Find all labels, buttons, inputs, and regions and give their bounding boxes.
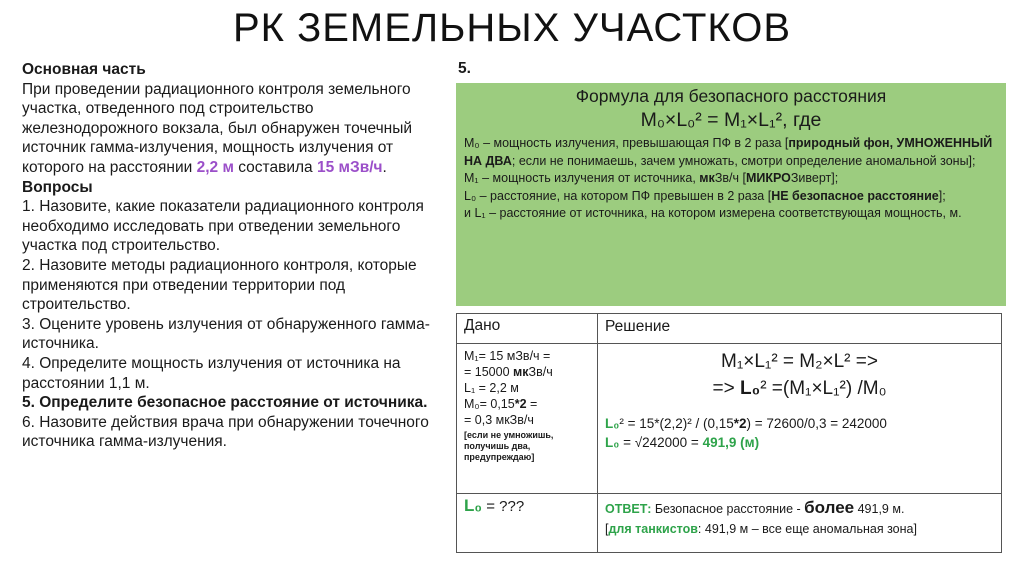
task-intro: При проведении радиационного контроля земельного участка, отведенного под строительство железнодорожного вокзала, был обнаружен точечный источник гамма-излучения, мощность излучения от которого на расстоянии 2,2 м составила 15 мЗв/ч. (22, 80, 412, 176)
solution-table (456, 313, 1002, 553)
answer-cell: ОТВЕТ: Безопасное расстояние - более 491,9 м. [для танкистов: 491,9 м – все еще аномальная зона] (598, 494, 1002, 553)
given-header: Дано (457, 314, 598, 344)
solution-formula-2: => L₀² =(M₁×L₁²) /M₀ (712, 378, 887, 399)
formula-heading: Формула для безопасного расстояния (575, 86, 887, 106)
question-1: 1. Назовите, какие показатели радиационного контроля необходимо исследовать при отведении земельного участка под строительство. (22, 198, 424, 255)
formula-main: M₀×L₀² = M₁×L₁², где (640, 109, 822, 131)
given-cell: M₁= 15 мЗв/ч = = 15000 мкЗв/ч L₁ = 2,2 м M₀= 0,15*2 = = 0,3 мкЗв/ч [если не умножишь, получишь два, предупреждаю] (457, 344, 598, 494)
questions-heading: Вопросы (22, 178, 93, 196)
solution-formula-1: M₁×L₁² = M₂×L² => (721, 351, 878, 372)
section-number: 5. (458, 60, 471, 77)
section-heading: Основная часть (22, 61, 146, 78)
calculation: L₀² = 15*(2,2)² / (0,15*2) = 72600/0,3 = 242000 L₀ = √242000 = 491,9 (м) (605, 416, 887, 450)
solution-cell (598, 344, 1002, 494)
slide-title: РК ЗЕМЕЛЬНЫХ УЧАСТКОВ (232, 6, 792, 50)
task-text (22, 60, 447, 452)
m1-definition: M₁ – мощность излучения от источника, мкЗв/ч [МИКРОЗиверт]; (464, 171, 839, 185)
question-2: 2. Назовите методы радиационного контроля, которые применяются при отведении территории под строительство. (22, 256, 417, 314)
question-4: 4. Определите мощность излучения от источника на расстоянии 1,1 м. (22, 354, 401, 392)
result-value: 491,9 (м) (702, 435, 760, 450)
l1-definition: и L₁ – расстояние от источника, на котором измерена соответствующая мощность, м. (464, 206, 962, 220)
distance-value: 2,2 м (196, 158, 234, 176)
answer-label: ОТВЕТ: (605, 502, 652, 516)
question-3: 3. Оцените уровень излучения от обнаруженного гамма-источника. (22, 315, 430, 353)
formula-box (456, 83, 1006, 306)
find-cell: L₀ = ??? (457, 494, 598, 553)
power-value: 15 мЗв/ч (316, 158, 383, 176)
m0-definition: M₀ – мощность излучения, превышающая ПФ в 2 раза [природный фон, УМНОЖЕННЫЙ НА ДВА; если не понимаешь, зачем умножать, смотри определение аномальной зоны]; (464, 136, 993, 168)
question-5: 5. Определите безопасное расстояние от источника. (22, 394, 428, 412)
solution-header: Решение (598, 314, 1002, 344)
warning-note: [если не умножишь, получишь два, предупреждаю] (464, 430, 554, 462)
l0-definition: L₀ – расстояние, на котором ПФ превышен в 2 раза [НЕ безопасное расстояние]; (464, 188, 946, 203)
question-6: 6. Назовите действия врача при обнаружении точечного источника гамма-излучения. (22, 413, 429, 451)
